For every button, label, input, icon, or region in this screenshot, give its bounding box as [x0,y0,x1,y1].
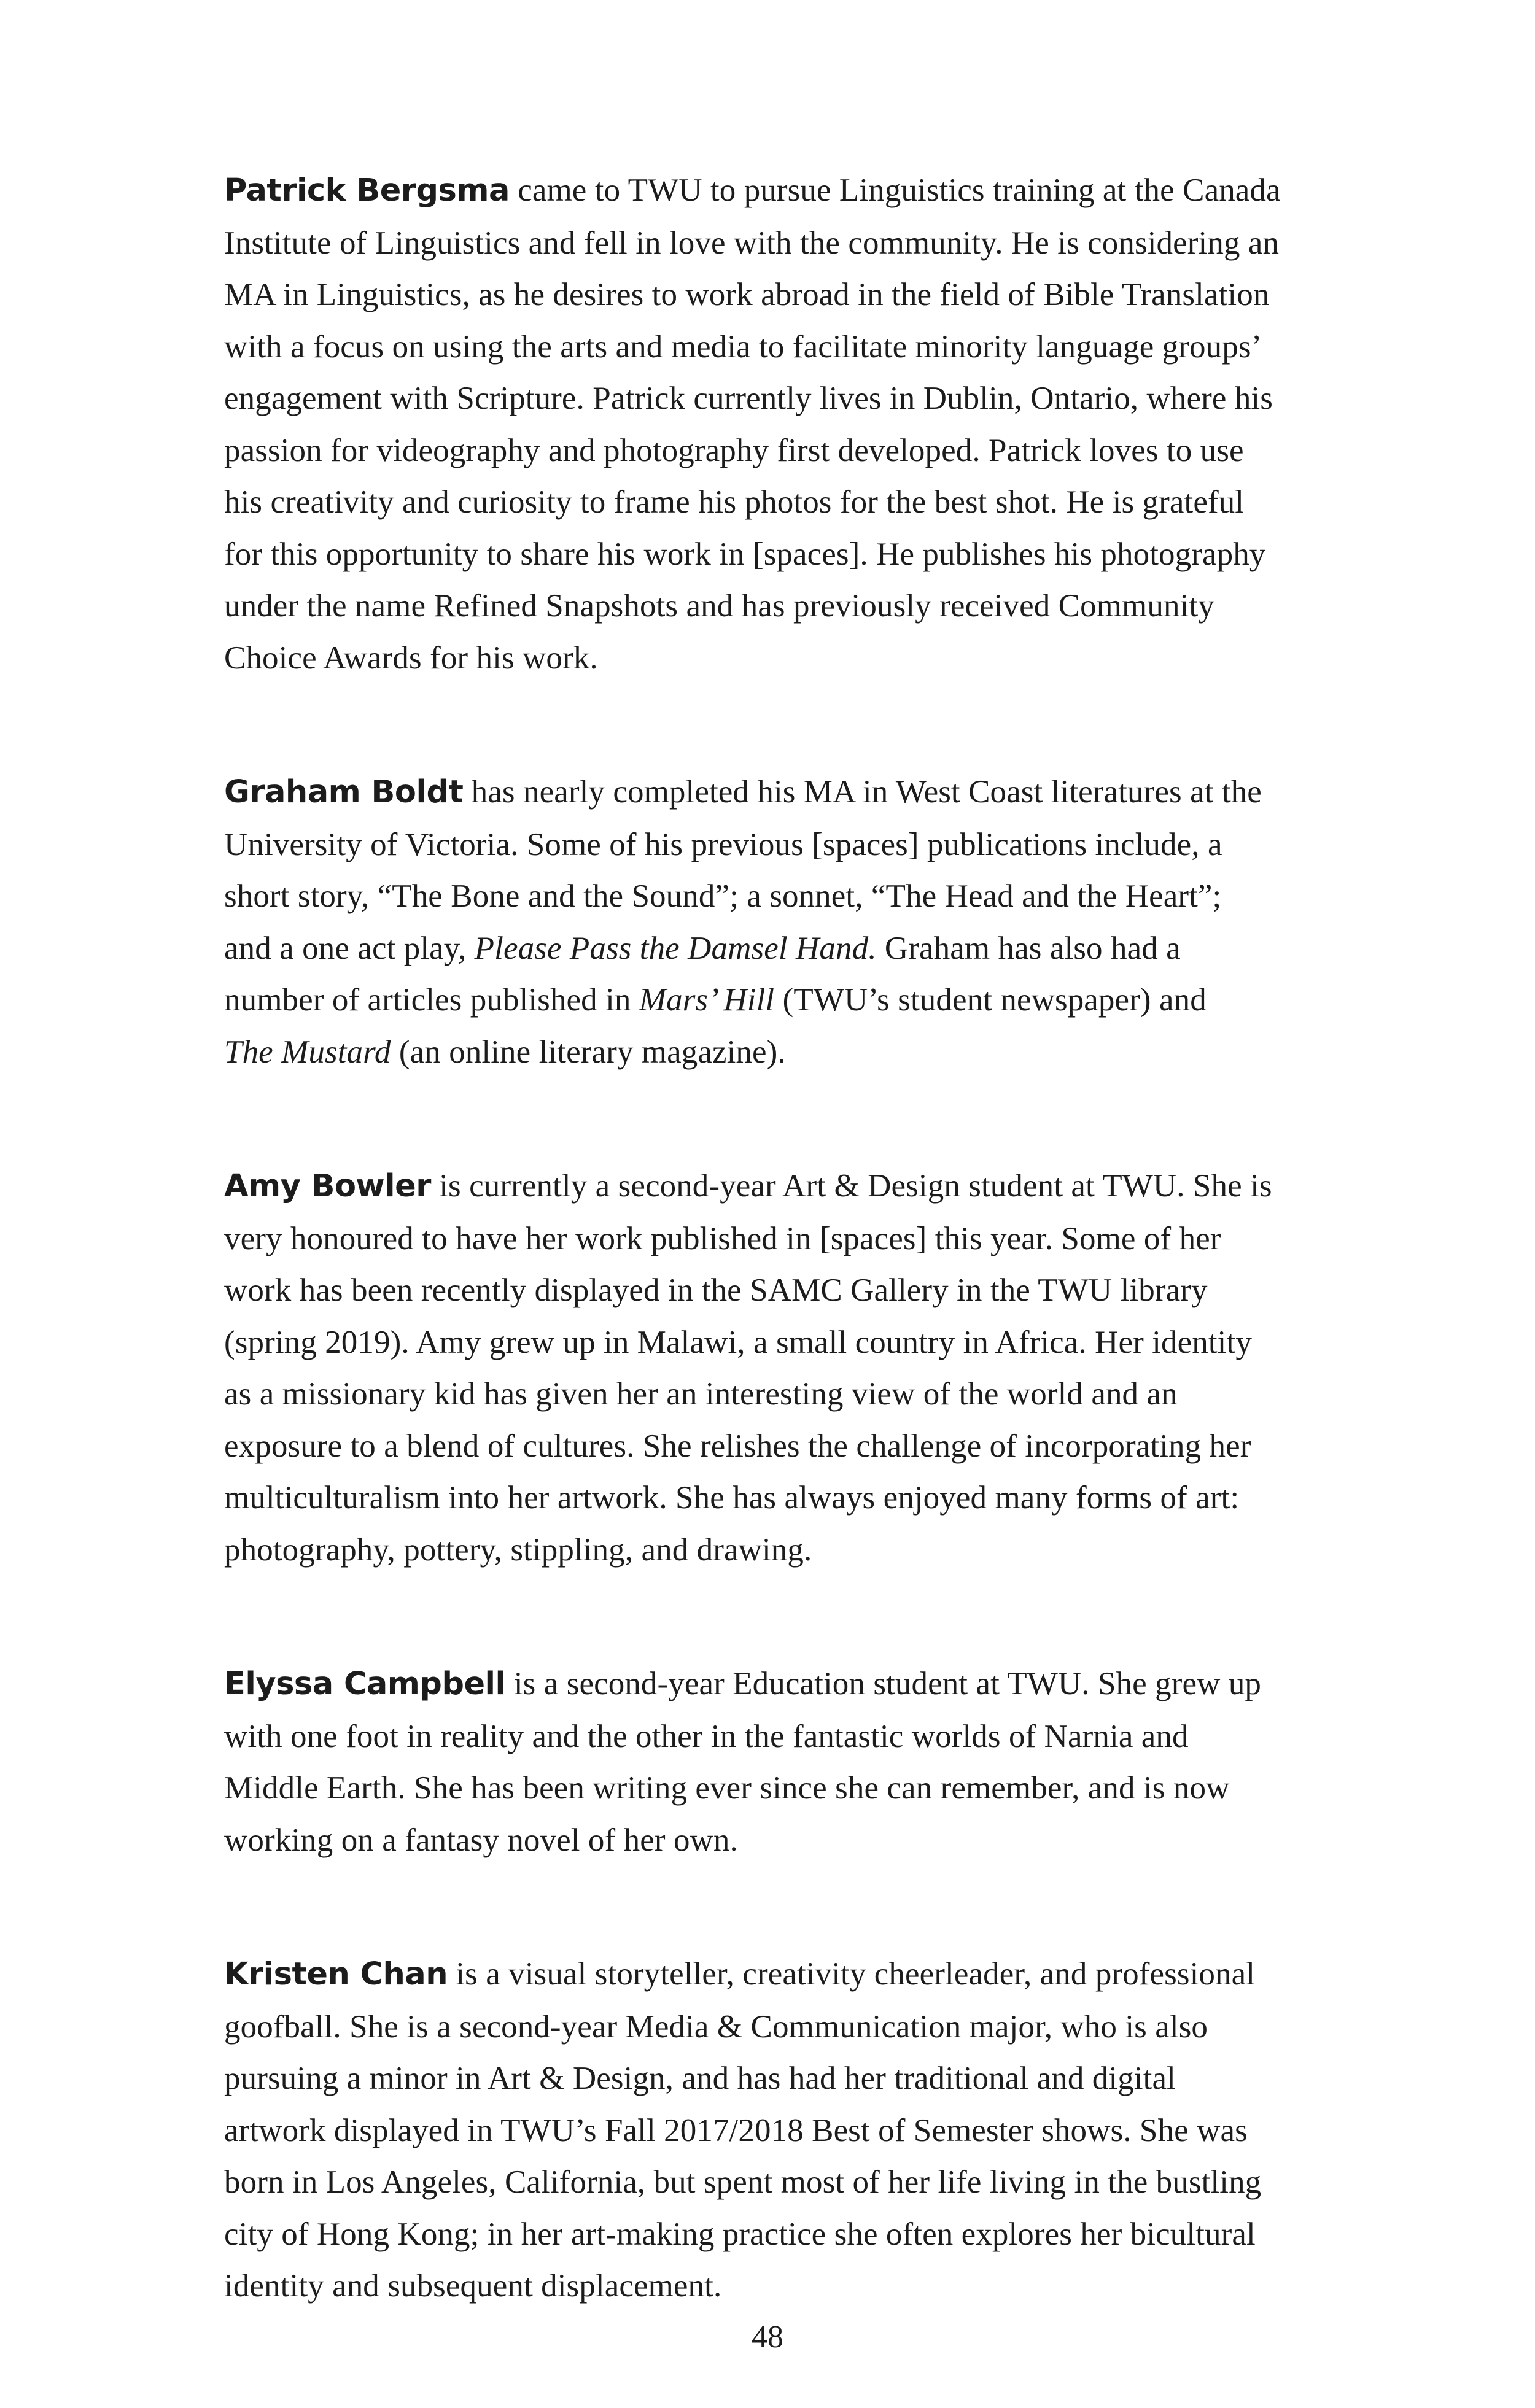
bio-line: University of Victoria. Some of his previous [spaces] publications include, a [224,826,1222,862]
bio-kristen-chan [224,1948,1406,2312]
bio-line: with one foot in reality and the other in the fantastic worlds of Narnia and [224,1718,1189,1754]
bio-line: his creativity and curiosity to frame his photos for the best shot. He is grateful [224,484,1245,520]
bio-text: and a one act play, [224,930,475,966]
bio-line: working on a fantasy novel of her own. [224,1822,738,1858]
bio-text: number of articles published in [224,982,639,1018]
work-title: Please Pass the Damsel Hand. [474,930,877,966]
bio-line: Choice Awards for his work. [224,640,598,676]
bio-line: pursuing a minor in Art & Design, and has had her traditional and digital [224,2061,1176,2096]
bio-name: Patrick Bergsma [224,172,510,209]
bio-name: Elyssa Campbell [224,1666,506,1702]
bio-line: engagement with Scripture. Patrick currently lives in Dublin, Ontario, where his [224,381,1273,416]
bio-text: (TWU’s student newspaper) and [774,982,1207,1018]
bio-text: Graham has also had a [876,930,1181,966]
bio-line: is a visual storyteller, creativity cheerleader, and professional [448,1956,1256,1992]
bio-line: exposure to a blend of cultures. She relishes the challenge of incorporating her [224,1428,1251,1464]
bio-line: very honoured to have her work published in [spaces] this year. Some of her [224,1220,1221,1256]
bio-name: Graham Boldt [224,774,464,810]
bio-name: Amy Bowler [224,1168,431,1204]
bio-patrick-bergsma [224,165,1406,684]
bio-line: (spring 2019). Amy grew up in Malawi, a small country in Africa. Her identity [224,1324,1252,1360]
bio-line: city of Hong Kong; in her art-making practice she often explores her bicultural [224,2216,1256,2252]
bio-line: multiculturalism into her artwork. She has always enjoyed many forms of art: [224,1480,1240,1516]
bio-name: Kristen Chan [224,1956,448,1992]
bio-line: Institute of Linguistics and fell in love with the community. He is considering an [224,225,1280,261]
bio-line: born in Los Angeles, California, but spent most of her life living in the bustling [224,2164,1262,2200]
bio-line: photography, pottery, stippling, and drawing. [224,1531,812,1568]
bio-graham-boldt [224,766,1406,1078]
bio-amy-bowler [224,1160,1406,1576]
bio-line: short story, “The Bone and the Sound”; a sonnet, “The Head and the Heart”; [224,878,1222,914]
bio-line: identity and subsequent displacement. [224,2268,722,2304]
bio-line: work has been recently displayed in the SAMC Gallery in the TWU library [224,1272,1208,1308]
bio-line: came to TWU to pursue Linguistics training at the Canada [509,172,1281,208]
bio-line: Middle Earth. She has been writing ever since she can remember, and is now [224,1770,1230,1806]
publication-title: Mars’ Hill [639,982,775,1018]
bio-line: MA in Linguistics, as he desires to work abroad in the field of Bible Translation [224,277,1270,312]
bio-line: goofball. She is a second-year Media & Communication major, who is also [224,2008,1208,2045]
bio-line: is a second-year Education student at TWU. She grew up [505,1666,1262,1701]
bio-text: (an online literary magazine). [391,1034,786,1070]
page-number: 48 [752,2320,783,2355]
publication-title: The Mustard [224,1034,391,1070]
bio-line: is currently a second-year Art & Design student at TWU. She is [430,1168,1272,1204]
bio-line: for this opportunity to share his work in [spaces]. He publishes his photography [224,536,1266,572]
bio-elyssa-campbell [224,1658,1406,1866]
bio-line: artwork displayed in TWU’s Fall 2017/2018 Best of Semester shows. She was [224,2112,1248,2148]
bio-line: under the name Refined Snapshots and has previously received Community [224,588,1214,624]
bio-line: passion for videography and photography first developed. Patrick loves to use [224,432,1244,468]
contributor-bios [224,165,1406,2394]
bio-line: with a focus on using the arts and media to facilitate minority language groups’ [224,328,1262,365]
bio-line: as a missionary kid has given her an interesting view of the world and an [224,1376,1178,1412]
bio-line: has nearly completed his MA in West Coast literatures at the [463,774,1262,810]
